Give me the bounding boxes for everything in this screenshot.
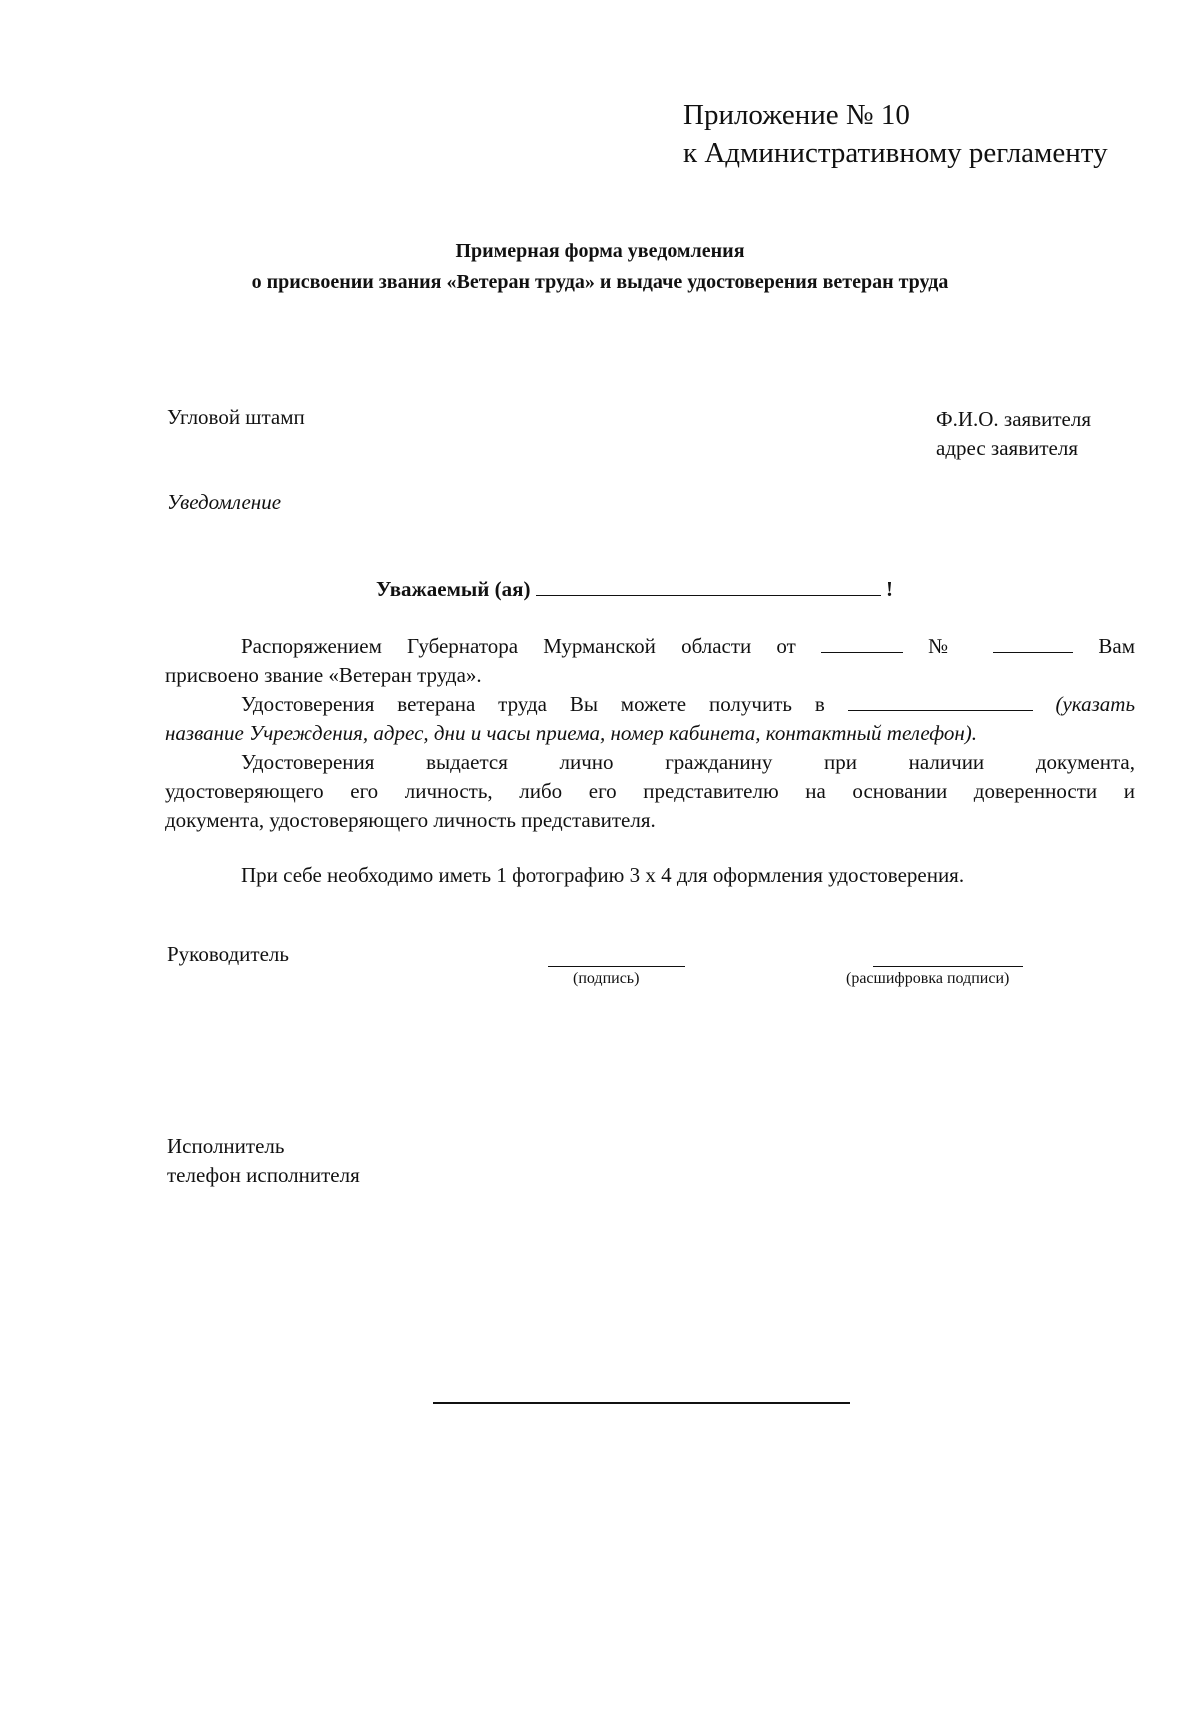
paragraph-issuance-line-3: документа, удостоверяющего личность представителя. — [165, 808, 656, 832]
institution-blank — [848, 692, 1033, 711]
executor-label: Исполнитель — [167, 1134, 285, 1158]
applicant-address-label: адрес заявителя — [936, 436, 1078, 460]
decree-number-blank — [993, 634, 1073, 653]
signature-caption: (подпись) — [573, 970, 640, 987]
signature-line — [548, 966, 685, 967]
signature-decode-line — [873, 966, 1023, 967]
applicant-block — [936, 405, 1091, 463]
notice-label: Уведомление — [167, 490, 282, 514]
executor-block — [167, 1132, 360, 1190]
decree-text: Распоряжением Губернатора Мурманской области от — [241, 634, 796, 658]
institution-hint: (указать — [1055, 692, 1135, 716]
applicant-name-label: Ф.И.О. заявителя — [936, 407, 1091, 431]
corner-stamp-label: Угловой штамп — [167, 405, 305, 429]
paragraph-certificate-line-1 — [165, 690, 1135, 719]
greeting-exclamation: ! — [885, 577, 893, 601]
paragraph-decree-line-2: присвоено звание «Ветеран труда». — [165, 663, 482, 687]
recipient-name-blank — [536, 577, 881, 596]
document-title — [0, 236, 1200, 298]
decree-date-blank — [821, 634, 903, 653]
appendix-header — [683, 96, 1108, 172]
appendix-number: Приложение № 10 — [683, 99, 910, 131]
paragraph-decree — [165, 632, 1135, 690]
greeting-line — [376, 577, 893, 602]
paragraph-decree-line-1 — [165, 632, 1135, 661]
paragraph-issuance-line-2: удостоверяющего его личность, либо его представителю на основании доверенности и — [165, 779, 1135, 803]
title-line-1: Примерная форма уведомления — [455, 240, 745, 262]
paragraph-issuance-line-1: Удостоверения выдается лично гражданину при наличии документа, — [241, 750, 1135, 774]
paragraph-certificate-line-2: название Учреждения, адрес, дни и часы приема, номер кабинета, контактный телефон). — [165, 721, 978, 745]
certificate-text: Удостоверения ветерана труда Вы можете получить в — [241, 692, 825, 716]
signature-decode-caption: (расшифровка подписи) — [846, 970, 1010, 987]
decree-number-sign: № — [928, 634, 969, 658]
head-label: Руководитель — [167, 942, 289, 966]
paragraph-issuance — [165, 748, 1135, 835]
paragraph-photo: При себе необходимо иметь 1 фотографию 3 х 4 для оформления удостоверения. — [241, 863, 965, 887]
title-line-2: о присвоении звания «Ветеран труда» и выдаче удостоверения ветеран труда — [251, 271, 949, 293]
paragraph-certificate — [165, 690, 1135, 748]
closing-rule — [433, 1402, 850, 1404]
decree-vam-text: Вам — [1098, 634, 1136, 658]
appendix-reference: к Административному регламенту — [683, 137, 1108, 169]
greeting-text: Уважаемый (ая) — [376, 577, 531, 601]
executor-phone-label: телефон исполнителя — [167, 1163, 360, 1187]
